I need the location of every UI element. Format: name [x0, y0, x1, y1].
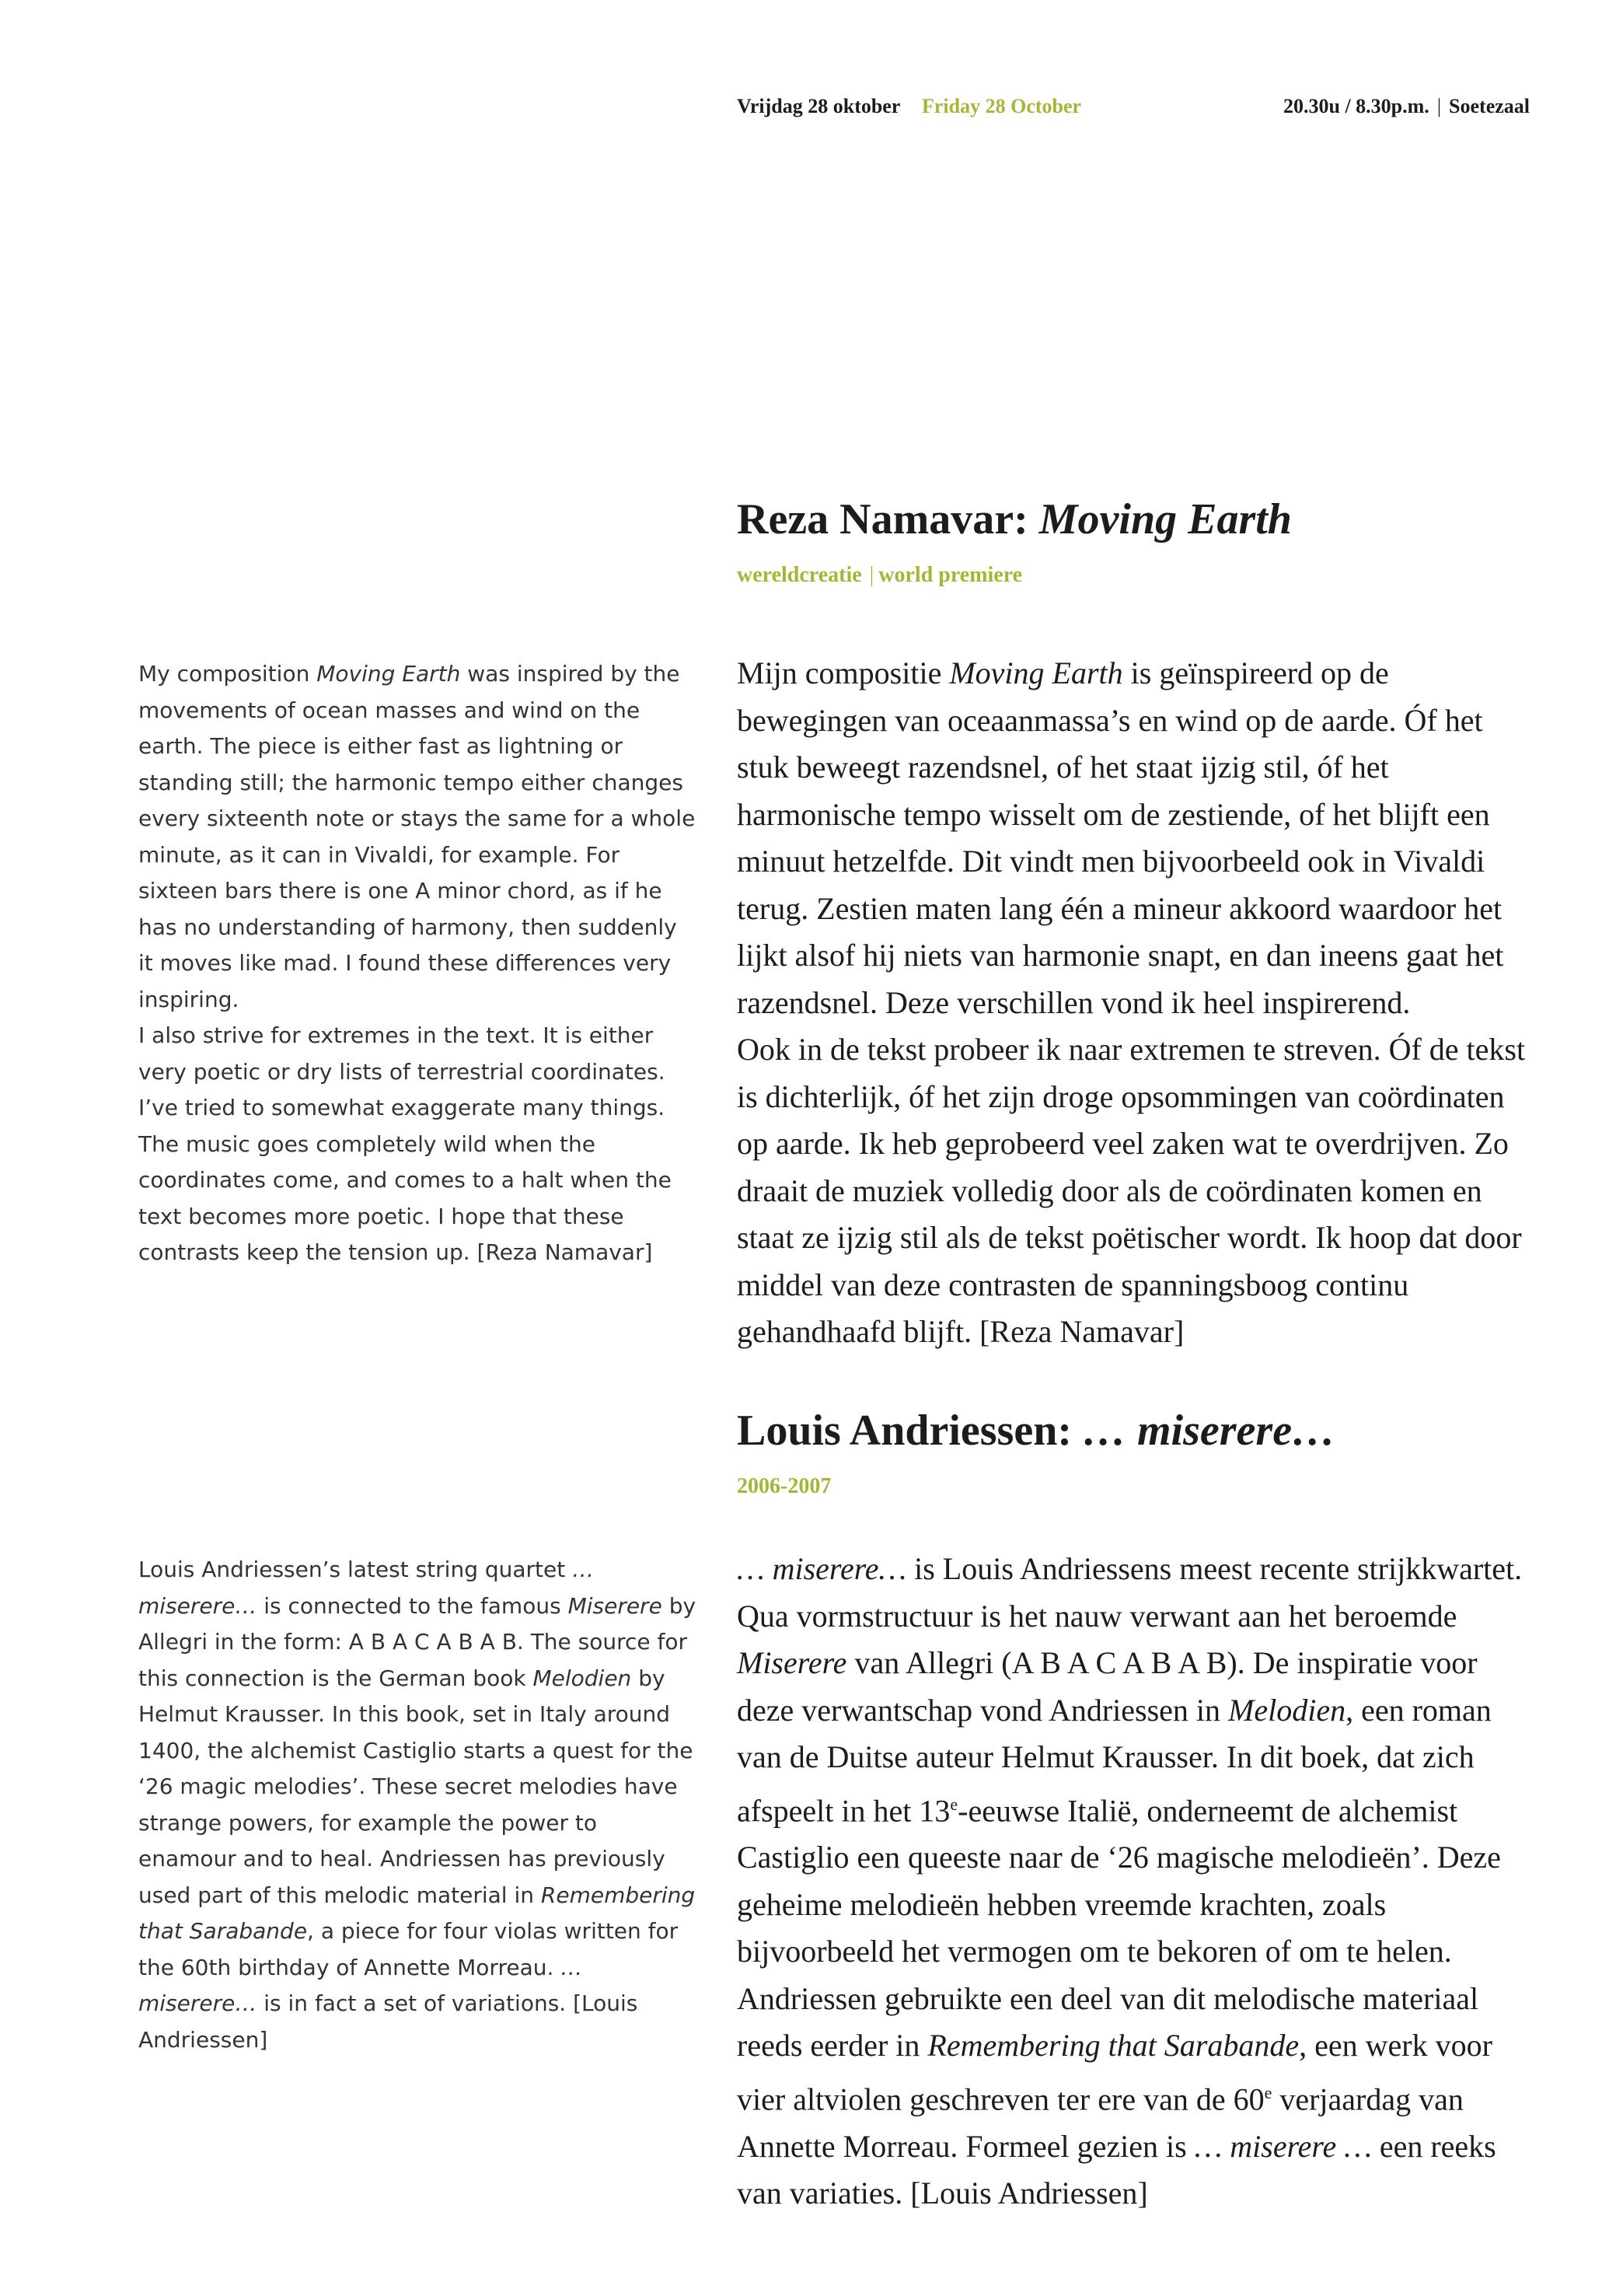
- concert-time: 20.30u / 8.30p.m.: [1283, 95, 1429, 117]
- work-title: Moving Earth: [1038, 495, 1292, 543]
- section-subtitle-namavar: [737, 563, 1022, 588]
- paragraph: [737, 650, 1531, 1026]
- work-title-inline: …miserere…: [138, 1954, 583, 2016]
- text-run: Louis Andriessen’s latest string quartet: [138, 1557, 573, 1582]
- text-run: -eeuwse Italië, onderneemt de alchemist Castiglio een queeste naar de ‘26 magische melodieën’. Deze geheime melodieën hebben vreemde krachten, zoals bijvoorbeeld het vermogen om te bekoren of om te helen. Andriessen gebruikte een deel van dit melodische materiaal reeds eerder in: [737, 1792, 1501, 2064]
- text-run: is Louis Andriessens meest recente strijkkwartet. Qua vormstructuur is het nauw verwant aan het beroemde: [737, 1551, 1523, 1634]
- paragraph: [737, 1546, 1531, 2217]
- dutch-text-namavar: [737, 650, 1531, 1356]
- work-title-inline: Moving Earth: [316, 661, 461, 687]
- english-text-andriessen: [138, 1552, 698, 2058]
- work-title-inline: Remembering that Sarabande: [927, 2028, 1300, 2064]
- composer-name: Reza Namavar:: [737, 495, 1028, 543]
- paragraph: Ook in de tekst probeer ik naar extremen te streven. Óf de tekst is dichterlijk, óf het zijn droge opsommingen van coördinaten op aarde. Ik heb geprobeerd veel zaken wat te overdrijven. Zo draait de muziek volledig door als de coördinaten komen en staat ze ijzig stil als de tekst poëtischer wordt. Ik hoop dat door middel van deze contrasten de spanningsboog continu gehandhaafd blijft. [Reza Namavar]: [737, 1032, 1526, 1349]
- english-text-namavar: [138, 656, 698, 1271]
- work-title-inline: …miserere…: [138, 1557, 595, 1619]
- date-english: Friday 28 October: [922, 95, 1082, 117]
- time-venue: [1283, 95, 1530, 118]
- text-run: een reeks van variaties. [Louis Andriessen]: [737, 2128, 1496, 2211]
- text-run: is geïnspireerd op de bewegingen van oceaanmassa’s en wind op de aarde. Óf het stuk beweegt razendsnel, of het staat ijzig stil, óf het harmonische tempo wisselt om de zestiende, of het blijft een minuut hetzelfde. Dit vindt men bijvoorbeeld ook in Vivaldi terug. Zestien maten lang één a mineur akkoord waardoor het lijkt alsof hij niets van harmonie snapt, en dan ineens gaat het razendsnel. Deze verschillen vond ik heel inspirerend.: [737, 655, 1504, 1020]
- page-header: [737, 95, 1530, 126]
- text-run: , een roman van de Duitse auteur Helmut Krausser. In dit boek, dat zich afspeelt in het 13: [737, 1692, 1492, 1828]
- work-title-inline: Miserere: [567, 1592, 662, 1619]
- text-run: by Allegri in the form: A B A C A B A B. The source for this connection is the German book: [138, 1592, 696, 1691]
- work-title-inline: Melodien: [1228, 1692, 1346, 1728]
- work-title-inline: … miserere…: [737, 1551, 907, 1586]
- superscript: e: [1264, 2082, 1272, 2102]
- paragraph: [138, 1552, 698, 2058]
- work-title-inline: Miserere: [737, 1645, 847, 1680]
- work-title-inline: Remembering that Sarabande: [138, 1882, 696, 1944]
- superscript: e: [950, 1794, 958, 1814]
- text-run: My composition: [138, 661, 317, 687]
- text-run: , een werk voor vier altviolen geschreven ter ere van de 60: [737, 2028, 1492, 2117]
- work-title: … miserere…: [1083, 1407, 1336, 1455]
- text-run: is in fact a set of variations. [Louis Andriessen]: [138, 1990, 638, 2053]
- paragraph: I also strive for extremes in the text. It is either very poetic or dry lists of terrestrial coordinates. I’ve tried to somewhat exaggerate many things. The music goes completely wild when the coordinates come, and comes to a halt when the text becomes more poetic. I hope that these contrasts keep the tension up. [Reza Namavar]: [138, 1022, 672, 1265]
- subtitle-separator: |: [869, 563, 874, 587]
- section-title-namavar: [737, 495, 1292, 543]
- text-run: Mijn compositie: [737, 655, 950, 690]
- header-separator: |: [1436, 95, 1442, 117]
- work-title-inline: Melodien: [532, 1665, 632, 1691]
- work-title-inline: Moving Earth: [949, 655, 1123, 690]
- section-title-andriessen: [737, 1407, 1336, 1455]
- text-run: was inspired by the movements of ocean masses and wind on the earth. The piece is either fast as lightning or standing still; the harmonic tempo either changes every sixteenth note or stays the same for a whole minute, as it can in Vivaldi, for example. For sixteen bars there is one A minor chord, as if he has no understanding of harmony, then suddenly it moves like mad. I found these differences very inspiring.: [138, 661, 696, 1012]
- subtitle-dutch: wereldcreatie: [737, 563, 862, 587]
- section-subtitle-andriessen: 2006-2007: [737, 1474, 832, 1498]
- composer-name: Louis Andriessen:: [737, 1407, 1072, 1455]
- text-run: van Allegri (A B A C A B A B). De inspiratie voor deze verwantschap vond Andriessen in: [737, 1645, 1478, 1728]
- subtitle-english: world premiere: [878, 563, 1023, 587]
- date-dutch: Vrijdag 28 oktober: [737, 95, 901, 117]
- text-run: is connected to the famous: [257, 1592, 568, 1619]
- dutch-text-andriessen: [737, 1546, 1531, 2217]
- paragraph: [138, 656, 698, 1018]
- text-run: verjaardag van Annette Morreau. Formeel gezien is: [737, 2081, 1464, 2164]
- text-run: by Helmut Krausser. In this book, set in Italy around 1400, the alchemist Castiglio starts a quest for the ‘26 magic melodies’. These secret melodies have strange powers, for example the power to enamour and to heal. Andriessen has previously used part of this melodic material in: [138, 1665, 693, 1908]
- venue: Soetezaal: [1449, 95, 1530, 117]
- work-title-inline: … miserere …: [1194, 2128, 1372, 2164]
- text-run: , a piece for four violas written for the 60th birthday of Annette Morreau.: [138, 1918, 679, 1980]
